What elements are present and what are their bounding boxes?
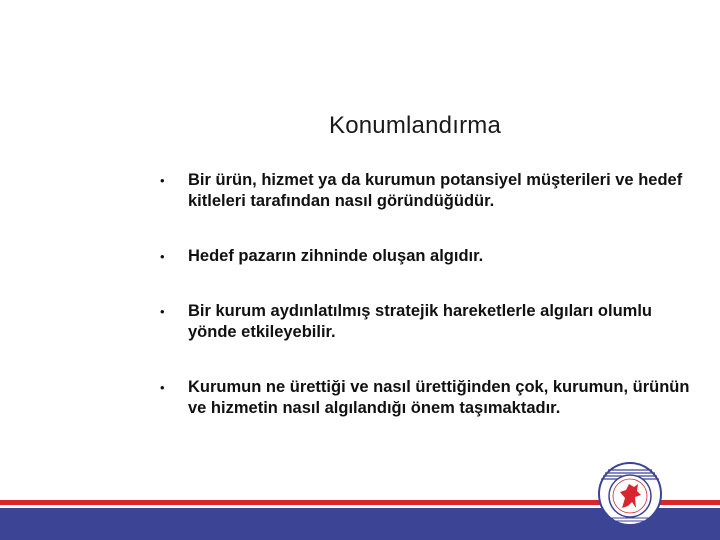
bullet-text: Kurumun ne ürettiği ve nasıl ürettiğinden çok, kurumun, ürünün ve hizmetin nasıl algılandığı önem taşımaktadır. xyxy=(188,378,690,417)
bullet-dot-icon: • xyxy=(160,380,165,395)
bullet-dot-icon: • xyxy=(160,304,165,319)
bullet-item xyxy=(160,170,700,212)
bullet-dot-icon: • xyxy=(160,249,165,264)
bullet-list xyxy=(160,170,700,419)
bullet-item xyxy=(160,377,700,419)
bullet-dot-icon: • xyxy=(160,173,165,188)
bullet-text: Bir ürün, hizmet ya da kurumun potansiyel müşterileri ve hedef kitleleri tarafından nasıl göründüğüdür. xyxy=(188,171,683,210)
slide-title: Konumlandırma xyxy=(328,112,502,139)
bullet-item xyxy=(160,246,700,267)
bullet-text: Bir kurum aydınlatılmış stratejik hareketlerle algıları olumlu yönde etkileyebilir. xyxy=(188,302,652,341)
bullet-text: Hedef pazarın zihninde oluşan algıdır. xyxy=(188,247,484,265)
university-seal-icon xyxy=(598,462,662,526)
bullet-item xyxy=(160,301,700,343)
